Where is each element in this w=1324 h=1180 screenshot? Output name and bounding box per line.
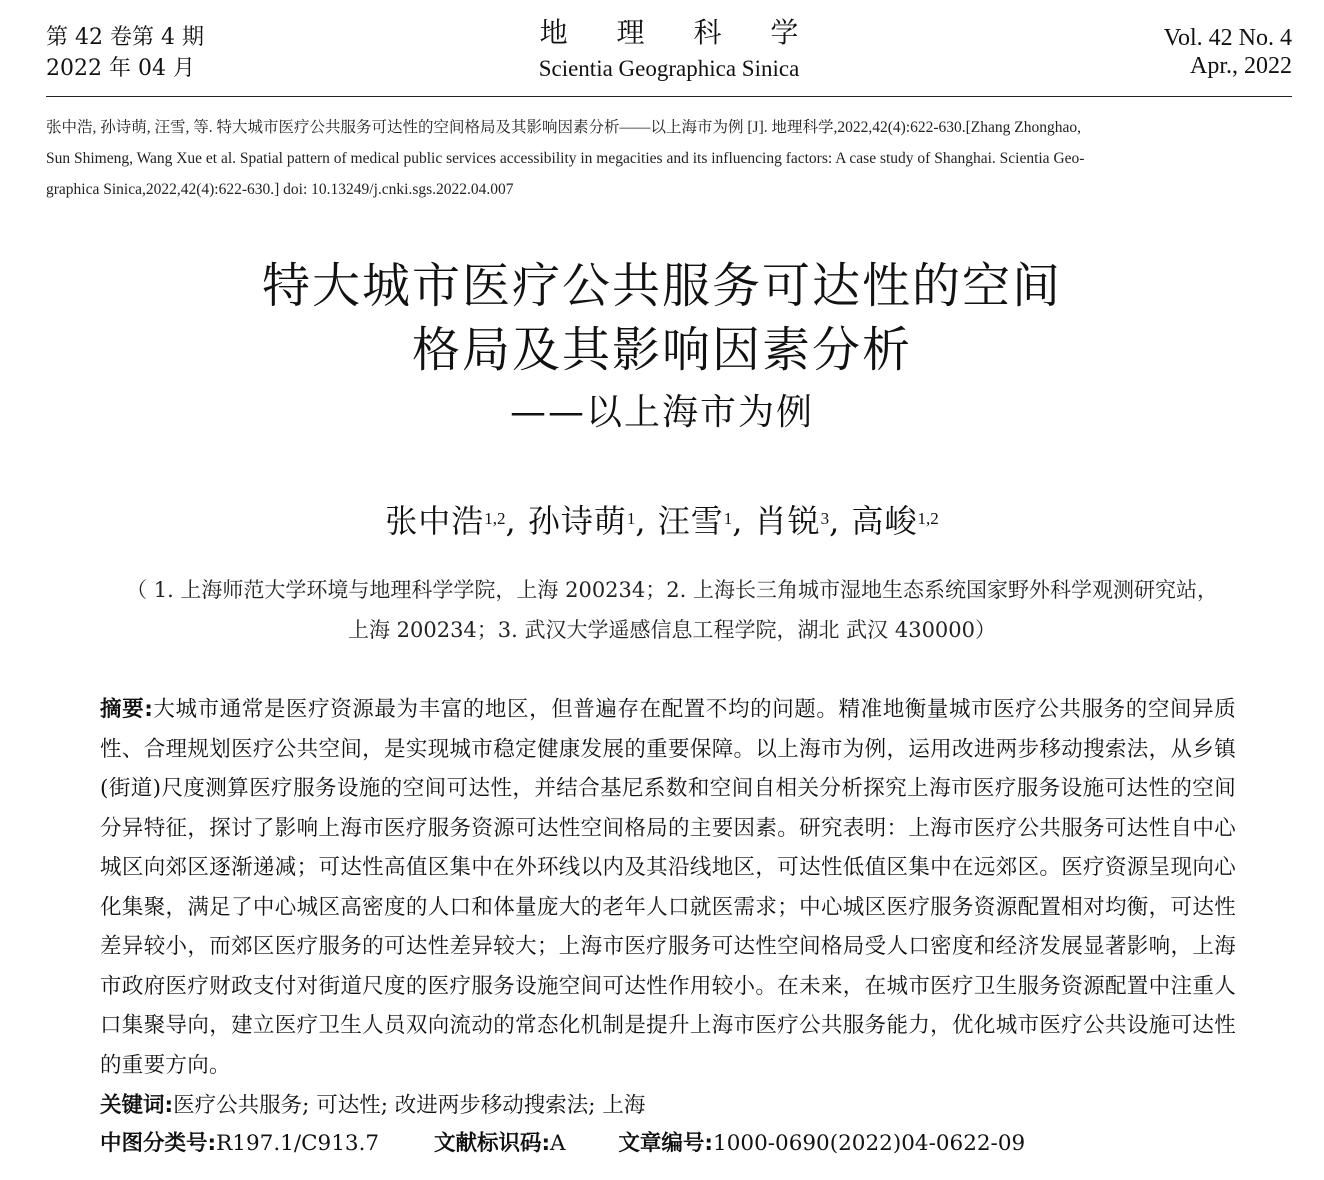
affiliation-line: 上海 200234；3. 武汉大学遥感信息工程学院，湖北 武汉 430000） bbox=[347, 618, 997, 642]
author-list: 张中浩$^{1,2}$, 孙诗萌$^1$, 汪雪$^1$, 肖锐$^3$, 高峻$^{1,2}$ bbox=[385, 502, 939, 540]
issue-info-en bbox=[1164, 24, 1292, 80]
affiliation-line: （ 1. 上海师范大学环境与地理科学学院，上海 200234；2. 上海长三角城市湿地生态系统国家野外科学观测研究站， bbox=[126, 578, 1218, 602]
doc-code-label: 文献标识码: bbox=[433, 1131, 551, 1156]
affiliations bbox=[60, 570, 1284, 650]
title-line: 格局及其影响因素分析 bbox=[411, 322, 912, 378]
author-affiliation-mark: 3 bbox=[820, 509, 830, 528]
keywords-label: 关键词: bbox=[100, 1093, 174, 1118]
paper-subtitle: ——以上海市为例 bbox=[509, 392, 814, 433]
abstract bbox=[100, 690, 1236, 1085]
author-name: 孙诗萌 bbox=[527, 502, 627, 540]
clc-value: R197.1/C913.7 bbox=[216, 1131, 380, 1156]
citation-block bbox=[46, 112, 1292, 205]
abstract-label: 摘要: bbox=[100, 697, 154, 722]
journal-name-en: Scientia Geographica Sinica bbox=[538, 56, 800, 81]
citation-line: Sun Shimeng, Wang Xue et al. Spatial pattern of medical public services accessibility in megacities and its influencing factors: A case study of Shanghai. Scientia Geo- bbox=[46, 150, 1085, 167]
date-en: Apr., 2022 bbox=[1190, 53, 1292, 79]
journal-name bbox=[46, 14, 1292, 84]
journal-header bbox=[46, 14, 1292, 97]
author-affiliation-mark: 1 bbox=[723, 509, 733, 528]
author-name: 汪雪 bbox=[657, 502, 724, 540]
author-affiliation-mark: 1,2 bbox=[484, 509, 506, 528]
author-name: 张中浩 bbox=[385, 502, 485, 540]
keywords-text: 医疗公共服务; 可达性; 改进两步移动搜索法; 上海 bbox=[173, 1093, 646, 1118]
title-line: 特大城市医疗公共服务可达性的空间 bbox=[261, 258, 1062, 314]
article-number-value: 1000-0690(2022)04-0622-09 bbox=[713, 1131, 1026, 1156]
date-cn: 2022 年 04 月 bbox=[46, 56, 195, 81]
author-affiliation-mark: 1 bbox=[626, 509, 636, 528]
citation-line: graphica Sinica,2022,42(4):622-630.] doi: 10.13249/j.cnki.sgs.2022.04.007 bbox=[46, 181, 514, 198]
paper-title bbox=[0, 254, 1324, 382]
classification-info bbox=[100, 1124, 1025, 1163]
clc-label: 中图分类号: bbox=[100, 1131, 217, 1156]
keywords bbox=[100, 1086, 645, 1125]
author-name: 高峻 bbox=[851, 502, 918, 540]
journal-name-cn: 地 理 科 学 bbox=[539, 16, 819, 49]
volume-en: Vol. 42 No. 4 bbox=[1163, 25, 1292, 51]
author-affiliation-mark: 1,2 bbox=[917, 509, 939, 528]
volume-cn: 第 42 卷第 4 期 bbox=[46, 25, 204, 50]
author-name: 肖锐 bbox=[754, 502, 821, 540]
abstract-text: 大城市通常是医疗资源最为丰富的地区，但普遍存在配置不均的问题。精准地衡量城市医疗公共服务的空间异质性、合理规划医疗公共空间，是实现城市稳定健康发展的重要保障。以上海市为例，运用改进两步移动搜索法，从乡镇(街道)尺度测算医疗服务设施的空间可达性，并结合基尼系数和空间自相关分析探究上海市医疗服务设施可达性的空间分异特征，探讨了影响上海市医疗服务资源可达性空间格局的主要因素。研究表明：上海市医疗公共服务可达性自中心城区向郊区逐渐递减；可达性高值区集中在外环线以内及其沿线地区，可达性低值区集中在远郊区。医疗资源呈现向心化集聚，满足了中心城区高密度的人口和体量庞大的老年人口就医需求；中心城区医疗服务资源配置相对均衡，可达性差异较小，而郊区医疗服务的可达性差异较大；上海市医疗服务可达性空间格局受人口密度和经济发展显著影响，上海市政府医疗财政支付对街道尺度的医疗服务设施空间可达性作用较小。在未来，在城市医疗卫生服务资源配置中注重人口集聚导向，建立医疗卫生人员双向流动的常态化机制是提升上海市医疗公共服务能力，优化城市医疗公共设施可达性的重要方向。 bbox=[100, 697, 1236, 1078]
citation-line: 张中浩, 孙诗萌, 汪雪, 等. 特大城市医疗公共服务可达性的空间格局及其影响因素分析——以上海市为例 [J]. 地理科学,2022,42(4):622-630.[Zhang Zhonghao, bbox=[46, 119, 1082, 136]
article-number-label: 文章编号: bbox=[618, 1131, 714, 1156]
doc-code-value: A bbox=[550, 1131, 566, 1156]
